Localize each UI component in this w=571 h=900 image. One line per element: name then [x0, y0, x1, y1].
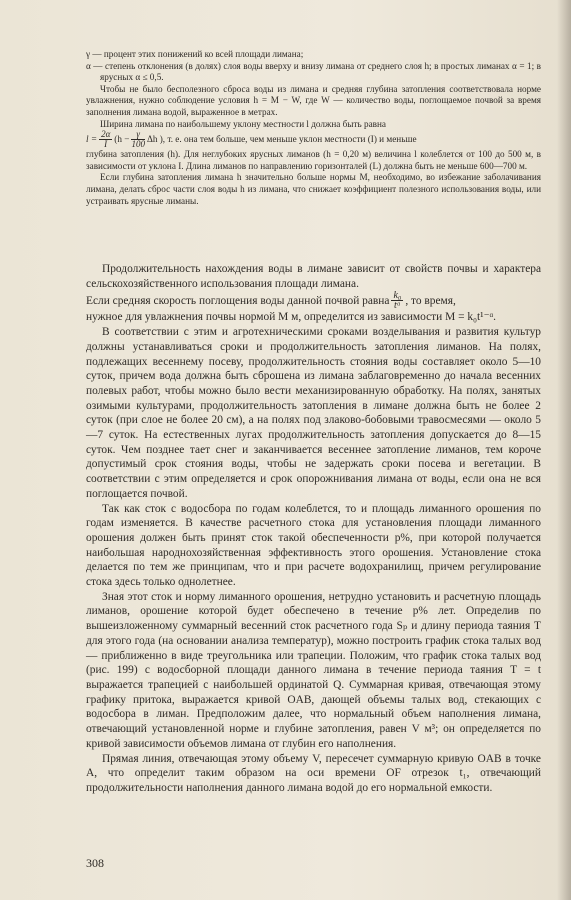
- paragraph-moisture-time: нужное для увлажнения почвы нормой M м, определится из зависимости M = k₀t¹⁻ᵅ.: [86, 311, 497, 324]
- definition-gamma: γ — процент этих понижений ко всей площади лимана;: [86, 49, 304, 59]
- page-edge-shadow: [557, 0, 571, 900]
- main-text-block: [86, 262, 541, 796]
- definition-alpha: α — степень отклонения (в долях) слоя воды вверху и внизу лимана от среднего слоя h; в простых лиманах α = 1; в ярусных α ≤ 0,5.: [86, 60, 541, 83]
- formula-mid: (h −: [114, 133, 130, 144]
- page-number: 308: [86, 856, 104, 870]
- formula-fraction-2a-over-i: $\frac{2\alpha}{I}$: [101, 129, 111, 150]
- paragraph-width-intro: Ширина лимана по наибольшему уклону местности l должна быть равна: [100, 118, 386, 129]
- paragraph-flooding-terms: В соответствии с этим и агротехническими сроками возделывания и развития культур должны устанавливаться сроки и продолжительность затопления лиманов. На полях, подлежащих весеннему посеву, продолжительность стояния воды составляет около 5—10 суток, причем вода должна быть сброшена из лимана заблаговременно до начала весенних полевых работ, чтобы можно было вести механизированную обработку. На полях, занятых озимыми культурами, продолжительность затопления в лимане должна быть не более 2 суток (при слое не более 20 см), а на полях под злаково-бобовыми травосмесями — около 5—7 суток. На естественных лугах продолжительность затопления допускается до 8—15 суток. Чем позднее тает снег и заканчивается весеннее затопление лиманов, тем короче допустимый срок стояния воды, чтобы не задержать сроки посева и вегетации. В соответствии с этим определяется и срок опорожнивания лимана от воды, если она не вся поглощается почвой.: [86, 326, 541, 500]
- paragraph-runoff-variation: Так как сток с водосбора по годам колеблется, то и площадь лиманного орошения по годам изменяется. В качестве расчетного стока для установления площади лиманного орошения должен быть принят сток такой обеспеченности p%, при которой получается наибольшая народнохозяйственная эффективность этого орошения. Установление стока делается по тем же принципам, что и при расчете водохранилищ, причем регулирование стока здесь только однолетнее.: [86, 502, 541, 589]
- formula-lhs: l =: [86, 133, 98, 144]
- formula-fraction-gamma-over-100: $\frac{\gamma}{100}$: [131, 129, 145, 150]
- paragraph-condition: Чтобы не было бесполезного сброса воды из лимана и средняя глубина затопления соответствовала норме увлажнения, нужно соблюдение условия h = M − W, где W — количество воды, поглощаемое почвой за время заполнения лимана водой, выраженное в метрах.: [86, 83, 541, 117]
- paragraph-waterlogging: Если глубина затопления лимана h значительно больше нормы M, необходимо, во избежание заболачивания лимана, делать сброс части слоя воды h из лимана, что снижает коэффициент полезного использования воды, или устраивать ярусные лиманы.: [86, 172, 541, 206]
- formula-tail: Δh ), т. е. она тем больше, чем меньше уклон местности (I) и меньше: [146, 133, 417, 144]
- paragraph-duration: Продолжительность нахождения воды в лимане зависит от свойств почвы и характера сельскохозяйственного использования площади лимана.: [86, 263, 541, 290]
- paragraph-straight-line: Прямая линия, отвечающая этому объему V, пересечет суммарную кривую OAB в точке A, что определит таким образом на оси времени OF отрезок t₁, отвечающий продолжительности наполнения данного лимана водой до его нормальной емкости.: [86, 752, 541, 794]
- fraction-k0-over-t-alpha: $\frac{\text{k₀}}{\text{tᵅ}}$: [393, 290, 402, 312]
- paragraph-width-cont: глубина затопления (h). Для неглубоких ярусных лиманов (h = 0,20 м) величина l колеблется от 100 до 500 м, в зависимости от уклона I. Длина лиманов по направлению горизонталей (L) должна быть не меньше 600—700 м.: [86, 149, 541, 171]
- paragraph-design-area: Зная этот сток и норму лиманного орошения, нетрудно установить и расчетную площадь лиманов, орошение которой будет обеспечено в течение p% лет. Определив по вышеизложенному суммарный весенний сток расчетного года Sₚ и длину периода таяния T для этого года (на основании анализа температур), можно построить график стока талых вод — приближенно в виде треугольника или трапеции. Положим, что график стока талых вод (рис. 199) с водосборной площади данного лимана в течение периода таяния T = t выражается трапецией с наибольшей ординатой Q. Суммарная кривая, отвечающая этому графику притока, выражается кривой OAB, дающей объемы талых вод, стекающих с водосбора в лиман. Предположим далее, что нормальный объем наполнения лимана, отвечающий установленной норме и глубине затопления, равен V м³; он определяется по кривой зависимости объемов лимана от глубин его наполнения.: [86, 590, 541, 750]
- fine-print-block: [86, 49, 541, 207]
- width-formula: [86, 130, 541, 149]
- paragraph-absorption-rate: Если средняя скорость поглощения воды данной почвой равна $\frac{\text{k₀}}{\text{tᵅ}}$ , то время,: [86, 290, 456, 312]
